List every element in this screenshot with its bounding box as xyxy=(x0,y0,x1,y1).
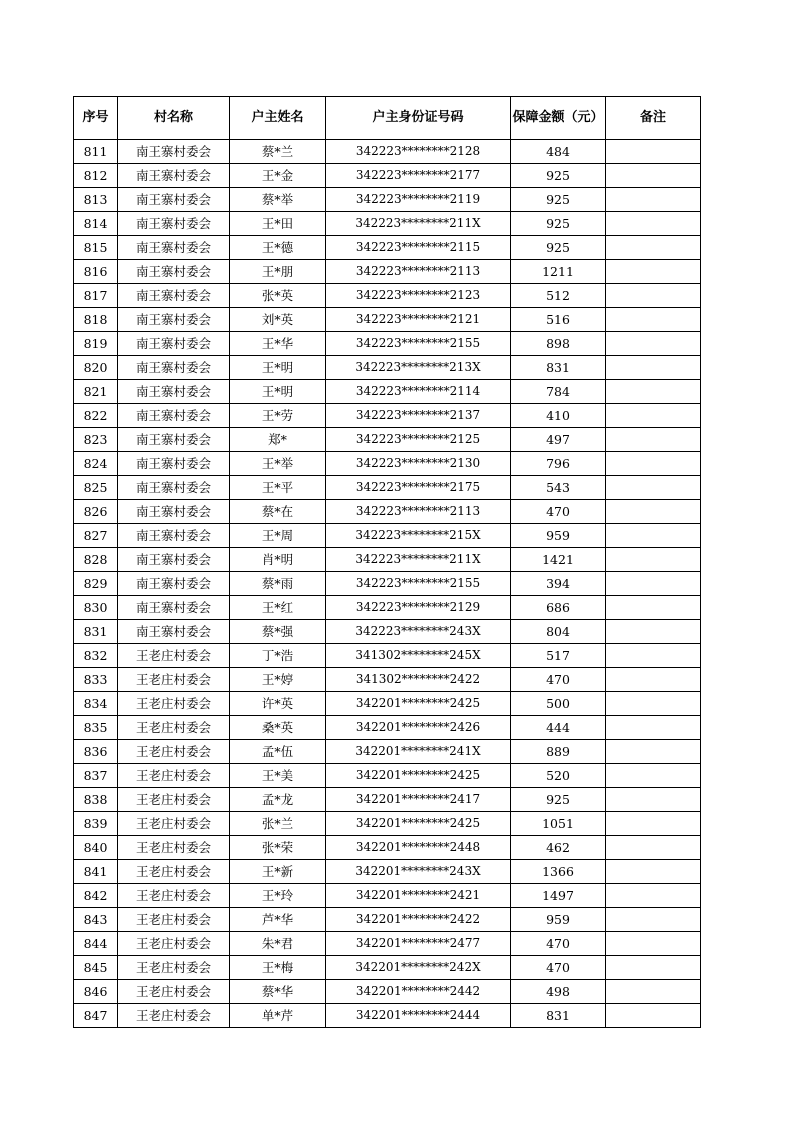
cell-id-number: 342201********241X xyxy=(326,740,511,764)
cell-village: 王老庄村委会 xyxy=(118,836,230,860)
cell-village: 南王寨村委会 xyxy=(118,596,230,620)
cell-seq: 834 xyxy=(74,692,118,716)
table-row xyxy=(74,476,701,500)
cell-id-number: 342223********2175 xyxy=(326,476,511,500)
cell-amount: 470 xyxy=(511,500,606,524)
cell-seq: 827 xyxy=(74,524,118,548)
cell-village: 王老庄村委会 xyxy=(118,908,230,932)
cell-remark xyxy=(606,404,701,428)
table-row xyxy=(74,812,701,836)
cell-amount: 784 xyxy=(511,380,606,404)
cell-id-number: 342223********215X xyxy=(326,524,511,548)
cell-village: 南王寨村委会 xyxy=(118,524,230,548)
cell-remark xyxy=(606,236,701,260)
cell-amount: 512 xyxy=(511,284,606,308)
table-row xyxy=(74,980,701,1004)
cell-householder: 朱*君 xyxy=(230,932,326,956)
cell-village: 王老庄村委会 xyxy=(118,1004,230,1028)
cell-remark xyxy=(606,476,701,500)
cell-remark xyxy=(606,740,701,764)
cell-seq: 847 xyxy=(74,1004,118,1028)
cell-seq: 846 xyxy=(74,980,118,1004)
beneficiary-table xyxy=(73,96,701,1028)
cell-amount: 889 xyxy=(511,740,606,764)
cell-id-number: 342223********2137 xyxy=(326,404,511,428)
table-row xyxy=(74,284,701,308)
cell-id-number: 342201********243X xyxy=(326,860,511,884)
cell-remark xyxy=(606,956,701,980)
cell-seq: 825 xyxy=(74,476,118,500)
cell-village: 南王寨村委会 xyxy=(118,548,230,572)
cell-id-number: 342223********2123 xyxy=(326,284,511,308)
table-row xyxy=(74,572,701,596)
cell-seq: 841 xyxy=(74,860,118,884)
table-row xyxy=(74,908,701,932)
cell-remark xyxy=(606,908,701,932)
cell-village: 南王寨村委会 xyxy=(118,140,230,164)
table-row xyxy=(74,188,701,212)
cell-seq: 812 xyxy=(74,164,118,188)
cell-householder: 王*明 xyxy=(230,380,326,404)
table-row xyxy=(74,644,701,668)
cell-householder: 王*举 xyxy=(230,452,326,476)
cell-village: 王老庄村委会 xyxy=(118,668,230,692)
cell-village: 南王寨村委会 xyxy=(118,260,230,284)
cell-village: 王老庄村委会 xyxy=(118,860,230,884)
cell-id-number: 342223********243X xyxy=(326,620,511,644)
cell-amount: 796 xyxy=(511,452,606,476)
table-row xyxy=(74,740,701,764)
cell-id-number: 342201********2417 xyxy=(326,788,511,812)
header-remarks: 备注 xyxy=(606,97,701,140)
cell-remark xyxy=(606,596,701,620)
cell-householder: 蔡*在 xyxy=(230,500,326,524)
cell-remark xyxy=(606,572,701,596)
cell-village: 南王寨村委会 xyxy=(118,308,230,332)
cell-village: 王老庄村委会 xyxy=(118,932,230,956)
cell-id-number: 342223********2121 xyxy=(326,308,511,332)
cell-amount: 520 xyxy=(511,764,606,788)
cell-remark xyxy=(606,164,701,188)
cell-id-number: 342201********2422 xyxy=(326,908,511,932)
cell-id-number: 342223********2113 xyxy=(326,500,511,524)
table-row xyxy=(74,692,701,716)
table-row xyxy=(74,380,701,404)
table-row xyxy=(74,620,701,644)
cell-amount: 898 xyxy=(511,332,606,356)
cell-village: 王老庄村委会 xyxy=(118,692,230,716)
cell-seq: 821 xyxy=(74,380,118,404)
cell-id-number: 342201********2477 xyxy=(326,932,511,956)
header-id-number: 户主身份证号码 xyxy=(326,97,511,140)
cell-amount: 831 xyxy=(511,1004,606,1028)
cell-seq: 815 xyxy=(74,236,118,260)
cell-amount: 500 xyxy=(511,692,606,716)
cell-seq: 830 xyxy=(74,596,118,620)
cell-householder: 桑*英 xyxy=(230,716,326,740)
table-row xyxy=(74,308,701,332)
cell-id-number: 342223********2115 xyxy=(326,236,511,260)
cell-remark xyxy=(606,764,701,788)
cell-amount: 1366 xyxy=(511,860,606,884)
cell-householder: 张*英 xyxy=(230,284,326,308)
cell-remark xyxy=(606,644,701,668)
cell-amount: 394 xyxy=(511,572,606,596)
table-row xyxy=(74,764,701,788)
cell-seq: 842 xyxy=(74,884,118,908)
cell-seq: 837 xyxy=(74,764,118,788)
cell-id-number: 342223********2155 xyxy=(326,332,511,356)
cell-amount: 517 xyxy=(511,644,606,668)
cell-remark xyxy=(606,548,701,572)
cell-seq: 831 xyxy=(74,620,118,644)
table-row xyxy=(74,548,701,572)
table-row xyxy=(74,788,701,812)
cell-householder: 单*芹 xyxy=(230,1004,326,1028)
cell-village: 南王寨村委会 xyxy=(118,476,230,500)
cell-id-number: 342223********2114 xyxy=(326,380,511,404)
cell-seq: 835 xyxy=(74,716,118,740)
cell-amount: 516 xyxy=(511,308,606,332)
cell-householder: 王*梅 xyxy=(230,956,326,980)
cell-amount: 470 xyxy=(511,668,606,692)
cell-amount: 1211 xyxy=(511,260,606,284)
cell-amount: 444 xyxy=(511,716,606,740)
table-row xyxy=(74,956,701,980)
cell-remark xyxy=(606,716,701,740)
cell-remark xyxy=(606,812,701,836)
cell-householder: 张*兰 xyxy=(230,812,326,836)
cell-id-number: 342201********2421 xyxy=(326,884,511,908)
cell-seq: 813 xyxy=(74,188,118,212)
cell-remark xyxy=(606,1004,701,1028)
cell-village: 南王寨村委会 xyxy=(118,188,230,212)
header-amount: 保障金额（元） xyxy=(511,97,606,140)
cell-seq: 826 xyxy=(74,500,118,524)
table-row xyxy=(74,212,701,236)
cell-village: 南王寨村委会 xyxy=(118,452,230,476)
header-village: 村名称 xyxy=(118,97,230,140)
cell-amount: 925 xyxy=(511,164,606,188)
cell-remark xyxy=(606,788,701,812)
cell-remark xyxy=(606,860,701,884)
cell-remark xyxy=(606,884,701,908)
cell-householder: 蔡*雨 xyxy=(230,572,326,596)
table-row xyxy=(74,140,701,164)
cell-amount: 686 xyxy=(511,596,606,620)
cell-remark xyxy=(606,668,701,692)
cell-householder: 王*玲 xyxy=(230,884,326,908)
table-row xyxy=(74,428,701,452)
table-row xyxy=(74,260,701,284)
cell-remark xyxy=(606,836,701,860)
cell-seq: 843 xyxy=(74,908,118,932)
cell-householder: 王*平 xyxy=(230,476,326,500)
header-seq: 序号 xyxy=(74,97,118,140)
table-row xyxy=(74,452,701,476)
cell-seq: 828 xyxy=(74,548,118,572)
table-row xyxy=(74,1004,701,1028)
cell-amount: 410 xyxy=(511,404,606,428)
table-row xyxy=(74,332,701,356)
cell-householder: 王*劳 xyxy=(230,404,326,428)
table-row xyxy=(74,836,701,860)
cell-id-number: 342223********2130 xyxy=(326,452,511,476)
cell-amount: 498 xyxy=(511,980,606,1004)
cell-amount: 925 xyxy=(511,212,606,236)
cell-remark xyxy=(606,620,701,644)
cell-householder: 王*田 xyxy=(230,212,326,236)
cell-householder: 王*明 xyxy=(230,356,326,380)
cell-householder: 王*金 xyxy=(230,164,326,188)
cell-id-number: 342223********211X xyxy=(326,212,511,236)
cell-amount: 462 xyxy=(511,836,606,860)
cell-householder: 王*新 xyxy=(230,860,326,884)
table-row xyxy=(74,404,701,428)
cell-amount: 484 xyxy=(511,140,606,164)
cell-village: 南王寨村委会 xyxy=(118,620,230,644)
cell-householder: 孟*伍 xyxy=(230,740,326,764)
cell-householder: 王*朋 xyxy=(230,260,326,284)
header-householder: 户主姓名 xyxy=(230,97,326,140)
cell-village: 王老庄村委会 xyxy=(118,644,230,668)
cell-amount: 543 xyxy=(511,476,606,500)
cell-id-number: 342223********2113 xyxy=(326,260,511,284)
cell-village: 王老庄村委会 xyxy=(118,764,230,788)
cell-amount: 1421 xyxy=(511,548,606,572)
cell-id-number: 342223********211X xyxy=(326,548,511,572)
cell-seq: 836 xyxy=(74,740,118,764)
cell-id-number: 342223********2119 xyxy=(326,188,511,212)
cell-seq: 819 xyxy=(74,332,118,356)
cell-seq: 845 xyxy=(74,956,118,980)
cell-id-number: 342201********2425 xyxy=(326,692,511,716)
cell-amount: 470 xyxy=(511,956,606,980)
cell-village: 王老庄村委会 xyxy=(118,956,230,980)
cell-id-number: 342201********2426 xyxy=(326,716,511,740)
table-row xyxy=(74,164,701,188)
cell-seq: 811 xyxy=(74,140,118,164)
cell-village: 南王寨村委会 xyxy=(118,572,230,596)
cell-village: 南王寨村委会 xyxy=(118,164,230,188)
cell-householder: 刘*英 xyxy=(230,308,326,332)
cell-amount: 1051 xyxy=(511,812,606,836)
cell-householder: 孟*龙 xyxy=(230,788,326,812)
cell-id-number: 342201********2444 xyxy=(326,1004,511,1028)
cell-seq: 817 xyxy=(74,284,118,308)
cell-village: 南王寨村委会 xyxy=(118,284,230,308)
cell-remark xyxy=(606,428,701,452)
table-row xyxy=(74,932,701,956)
cell-householder: 王*周 xyxy=(230,524,326,548)
cell-remark xyxy=(606,260,701,284)
cell-id-number: 342223********2177 xyxy=(326,164,511,188)
cell-householder: 蔡*强 xyxy=(230,620,326,644)
cell-amount: 925 xyxy=(511,188,606,212)
cell-remark xyxy=(606,188,701,212)
cell-remark xyxy=(606,932,701,956)
cell-remark xyxy=(606,500,701,524)
table-row xyxy=(74,356,701,380)
cell-householder: 芦*华 xyxy=(230,908,326,932)
cell-seq: 820 xyxy=(74,356,118,380)
cell-householder: 许*英 xyxy=(230,692,326,716)
cell-remark xyxy=(606,332,701,356)
cell-seq: 822 xyxy=(74,404,118,428)
cell-village: 王老庄村委会 xyxy=(118,740,230,764)
cell-seq: 829 xyxy=(74,572,118,596)
cell-village: 王老庄村委会 xyxy=(118,812,230,836)
cell-householder: 张*荣 xyxy=(230,836,326,860)
cell-remark xyxy=(606,380,701,404)
table-row xyxy=(74,668,701,692)
cell-id-number: 342223********2129 xyxy=(326,596,511,620)
cell-village: 南王寨村委会 xyxy=(118,236,230,260)
cell-amount: 804 xyxy=(511,620,606,644)
cell-village: 南王寨村委会 xyxy=(118,380,230,404)
table-row xyxy=(74,596,701,620)
table-header-row xyxy=(74,97,701,140)
cell-amount: 959 xyxy=(511,908,606,932)
cell-remark xyxy=(606,524,701,548)
table-row xyxy=(74,524,701,548)
cell-remark xyxy=(606,308,701,332)
cell-seq: 844 xyxy=(74,932,118,956)
cell-village: 王老庄村委会 xyxy=(118,788,230,812)
cell-householder: 蔡*华 xyxy=(230,980,326,1004)
cell-seq: 839 xyxy=(74,812,118,836)
cell-seq: 818 xyxy=(74,308,118,332)
cell-householder: 王*红 xyxy=(230,596,326,620)
cell-amount: 925 xyxy=(511,236,606,260)
cell-id-number: 342201********242X xyxy=(326,956,511,980)
table-row xyxy=(74,884,701,908)
cell-village: 南王寨村委会 xyxy=(118,404,230,428)
cell-householder: 郑* xyxy=(230,428,326,452)
cell-amount: 470 xyxy=(511,932,606,956)
cell-householder: 蔡*兰 xyxy=(230,140,326,164)
table-row xyxy=(74,716,701,740)
cell-amount: 831 xyxy=(511,356,606,380)
cell-householder: 王*美 xyxy=(230,764,326,788)
cell-id-number: 341302********2422 xyxy=(326,668,511,692)
cell-householder: 王*婷 xyxy=(230,668,326,692)
cell-id-number: 342223********2128 xyxy=(326,140,511,164)
cell-village: 南王寨村委会 xyxy=(118,212,230,236)
cell-village: 南王寨村委会 xyxy=(118,428,230,452)
cell-amount: 959 xyxy=(511,524,606,548)
cell-remark xyxy=(606,692,701,716)
cell-id-number: 342223********2155 xyxy=(326,572,511,596)
cell-id-number: 342201********2425 xyxy=(326,812,511,836)
cell-householder: 肖*明 xyxy=(230,548,326,572)
cell-householder: 丁*浩 xyxy=(230,644,326,668)
cell-seq: 816 xyxy=(74,260,118,284)
cell-amount: 1497 xyxy=(511,884,606,908)
cell-householder: 蔡*举 xyxy=(230,188,326,212)
cell-id-number: 342223********2125 xyxy=(326,428,511,452)
cell-id-number: 341302********245X xyxy=(326,644,511,668)
cell-village: 南王寨村委会 xyxy=(118,356,230,380)
cell-amount: 925 xyxy=(511,788,606,812)
cell-seq: 840 xyxy=(74,836,118,860)
cell-remark xyxy=(606,356,701,380)
cell-id-number: 342201********2425 xyxy=(326,764,511,788)
cell-amount: 497 xyxy=(511,428,606,452)
cell-id-number: 342201********2448 xyxy=(326,836,511,860)
cell-seq: 814 xyxy=(74,212,118,236)
cell-householder: 王*德 xyxy=(230,236,326,260)
cell-seq: 824 xyxy=(74,452,118,476)
cell-village: 南王寨村委会 xyxy=(118,500,230,524)
cell-remark xyxy=(606,980,701,1004)
table-row xyxy=(74,500,701,524)
cell-village: 南王寨村委会 xyxy=(118,332,230,356)
cell-village: 王老庄村委会 xyxy=(118,884,230,908)
table-row xyxy=(74,236,701,260)
cell-seq: 838 xyxy=(74,788,118,812)
cell-seq: 833 xyxy=(74,668,118,692)
cell-remark xyxy=(606,140,701,164)
cell-householder: 王*华 xyxy=(230,332,326,356)
table-row xyxy=(74,860,701,884)
table-body xyxy=(74,140,701,1028)
cell-id-number: 342201********2442 xyxy=(326,980,511,1004)
cell-remark xyxy=(606,284,701,308)
cell-seq: 823 xyxy=(74,428,118,452)
cell-remark xyxy=(606,212,701,236)
cell-remark xyxy=(606,452,701,476)
cell-village: 王老庄村委会 xyxy=(118,716,230,740)
cell-id-number: 342223********213X xyxy=(326,356,511,380)
cell-village: 王老庄村委会 xyxy=(118,980,230,1004)
cell-seq: 832 xyxy=(74,644,118,668)
